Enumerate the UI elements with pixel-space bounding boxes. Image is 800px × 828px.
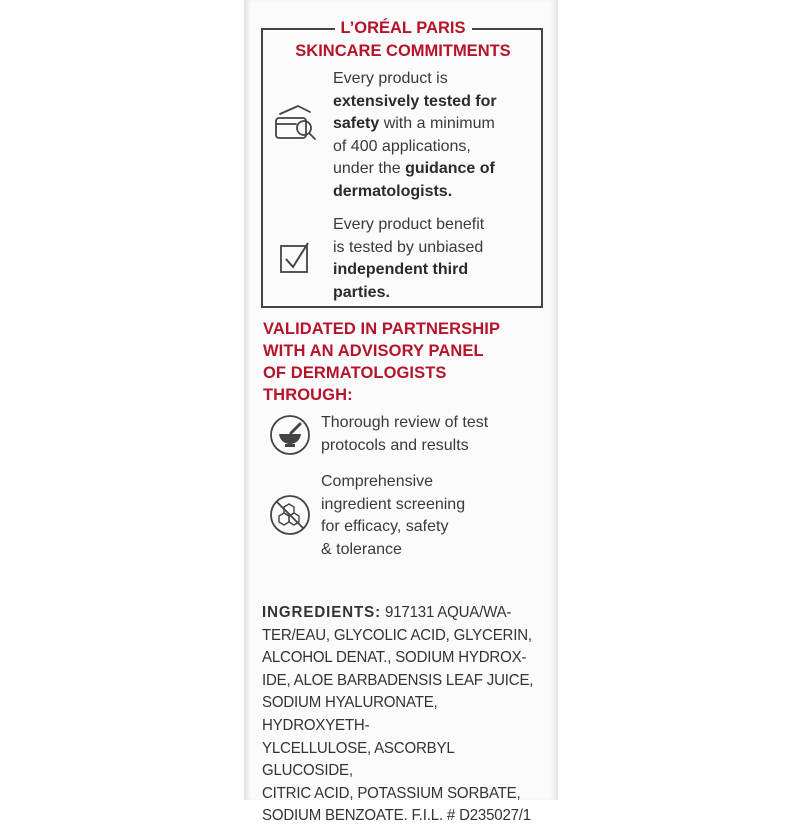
commitments-title-line2: SKINCARE COMMITMENTS — [295, 42, 511, 60]
ingredients-list: INGREDIENTS: 917131 AQUA/WA- TER/EAU, GLYCOLIC ACID, GLYCERIN, ALCOHOL DENAT., SODIUM HYDROX- IDE, ALOE BARBADENSIS LEAF JUICE, SODIUM HYALURONATE, HYDROXYETH- YLCELLULOSE, ASCORBYL GLUCOSIDE, CITRIC ACID, POTASSIUM SORBATE, SODIUM BENZOATE. F.I.L. # D235027/1 — [262, 604, 534, 825]
validation-heading: VALIDATED IN PARTNERSHIP WITH AN ADVISORY PANEL OF DERMATOLOGISTS THROUGH: — [263, 320, 501, 404]
validation-item2-text: Comprehensive ingredient screening for efficacy, safety & tolerance — [321, 473, 466, 558]
commitment-item2-text: Every product benefit is tested by unbiased independent third parties. — [333, 216, 485, 301]
commitments-title — [262, 17, 544, 63]
validation-item1-text: Thorough review of test protocols and results — [321, 414, 489, 454]
mortar-pestle-icon — [269, 414, 311, 456]
commitments-title-line1: L’ORÉAL PARIS — [335, 19, 472, 37]
molecule-crossed-icon — [269, 494, 311, 536]
commitment-item1-text: Every product is extensively tested for safety with a minimum of 400 applications, under the guidance of dermatologists. — [333, 70, 497, 200]
checkbox-icon — [278, 240, 314, 276]
ingredients-label: INGREDIENTS: — [262, 604, 382, 621]
cream-jar-magnifier-icon — [270, 100, 322, 146]
